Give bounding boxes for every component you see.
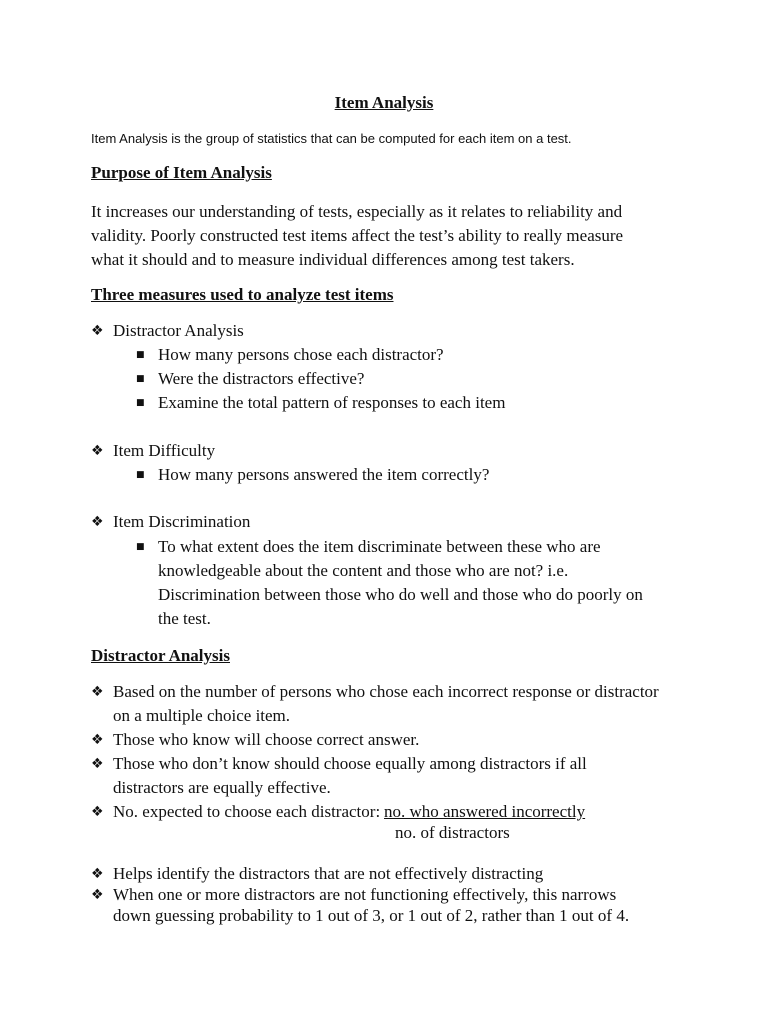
diamond-bullet-icon: ❖ [91,866,104,882]
distractor-item-line: Those who know will choose correct answer. [113,730,420,749]
square-bullet-icon: ■ [136,470,145,480]
diamond-bullet-icon: ❖ [91,804,104,820]
square-bullet-icon: ■ [136,398,145,408]
measure-bullet: How many persons chose each distractor? [158,345,444,364]
measure-bullet: Examine the total pattern of responses to each item [158,393,506,412]
square-bullet-icon: ■ [136,374,145,384]
measure-bullet-line: To what extent does the item discriminate between these who are [158,537,601,556]
formula-numerator: no. who answered incorrectly [384,802,586,821]
formula-denominator: no. of distractors [395,823,510,842]
square-bullet-icon: ■ [136,542,145,552]
diamond-bullet-icon: ❖ [91,887,104,903]
measure-bullet: Were the distractors effective? [158,369,365,388]
measures-heading: Three measures used to analyze test items [91,285,394,304]
square-bullet-icon: ■ [136,350,145,360]
distractor-analysis-heading: Distractor Analysis [91,646,230,665]
diamond-bullet-icon: ❖ [91,323,104,339]
purpose-line: It increases our understanding of tests, especially as it relates to reliability and [91,202,623,221]
diamond-bullet-icon: ❖ [91,443,104,459]
formula-label: No. expected to choose each distractor: [113,802,381,821]
measure-bullet-line: Discrimination between those who do well and those who do poorly on [158,585,643,604]
measure-label-discrimination: Item Discrimination [113,512,251,531]
distractor-item-line: on a multiple choice item. [113,706,291,725]
purpose-heading: Purpose of Item Analysis [91,163,272,182]
distractor-item-line: down guessing probability to 1 out of 3, or 1 out of 2, rather than 1 out of 4. [113,906,630,925]
distractor-item-line: Those who don’t know should choose equally among distractors if all [113,754,587,773]
diamond-bullet-icon: ❖ [91,756,104,772]
measure-bullet: How many persons answered the item correctly? [158,465,490,484]
purpose-line: validity. Poorly constructed test items affect the test’s ability to really measure [91,226,624,245]
diamond-bullet-icon: ❖ [91,684,104,700]
distractor-item-line: Helps identify the distractors that are not effectively distracting [113,864,544,883]
intro-text: Item Analysis is the group of statistics that can be computed for each item on a test. [91,131,572,146]
diamond-bullet-icon: ❖ [91,732,104,748]
measure-label-distractor: Distractor Analysis [113,321,244,340]
measure-bullet-line: the test. [158,609,211,628]
distractor-item-line: When one or more distractors are not functioning effectively, this narrows [113,885,617,904]
purpose-line: what it should and to measure individual differences among test takers. [91,250,575,269]
diamond-bullet-icon: ❖ [91,514,104,530]
page-title: Item Analysis [334,93,434,112]
distractor-item-line: distractors are equally effective. [113,778,331,797]
measure-bullet-line: knowledgeable about the content and those who are not? i.e. [158,561,569,580]
distractor-item-line: Based on the number of persons who chose each incorrect response or distractor [113,682,659,701]
measure-label-difficulty: Item Difficulty [113,441,216,460]
purpose-paragraph [91,200,691,272]
